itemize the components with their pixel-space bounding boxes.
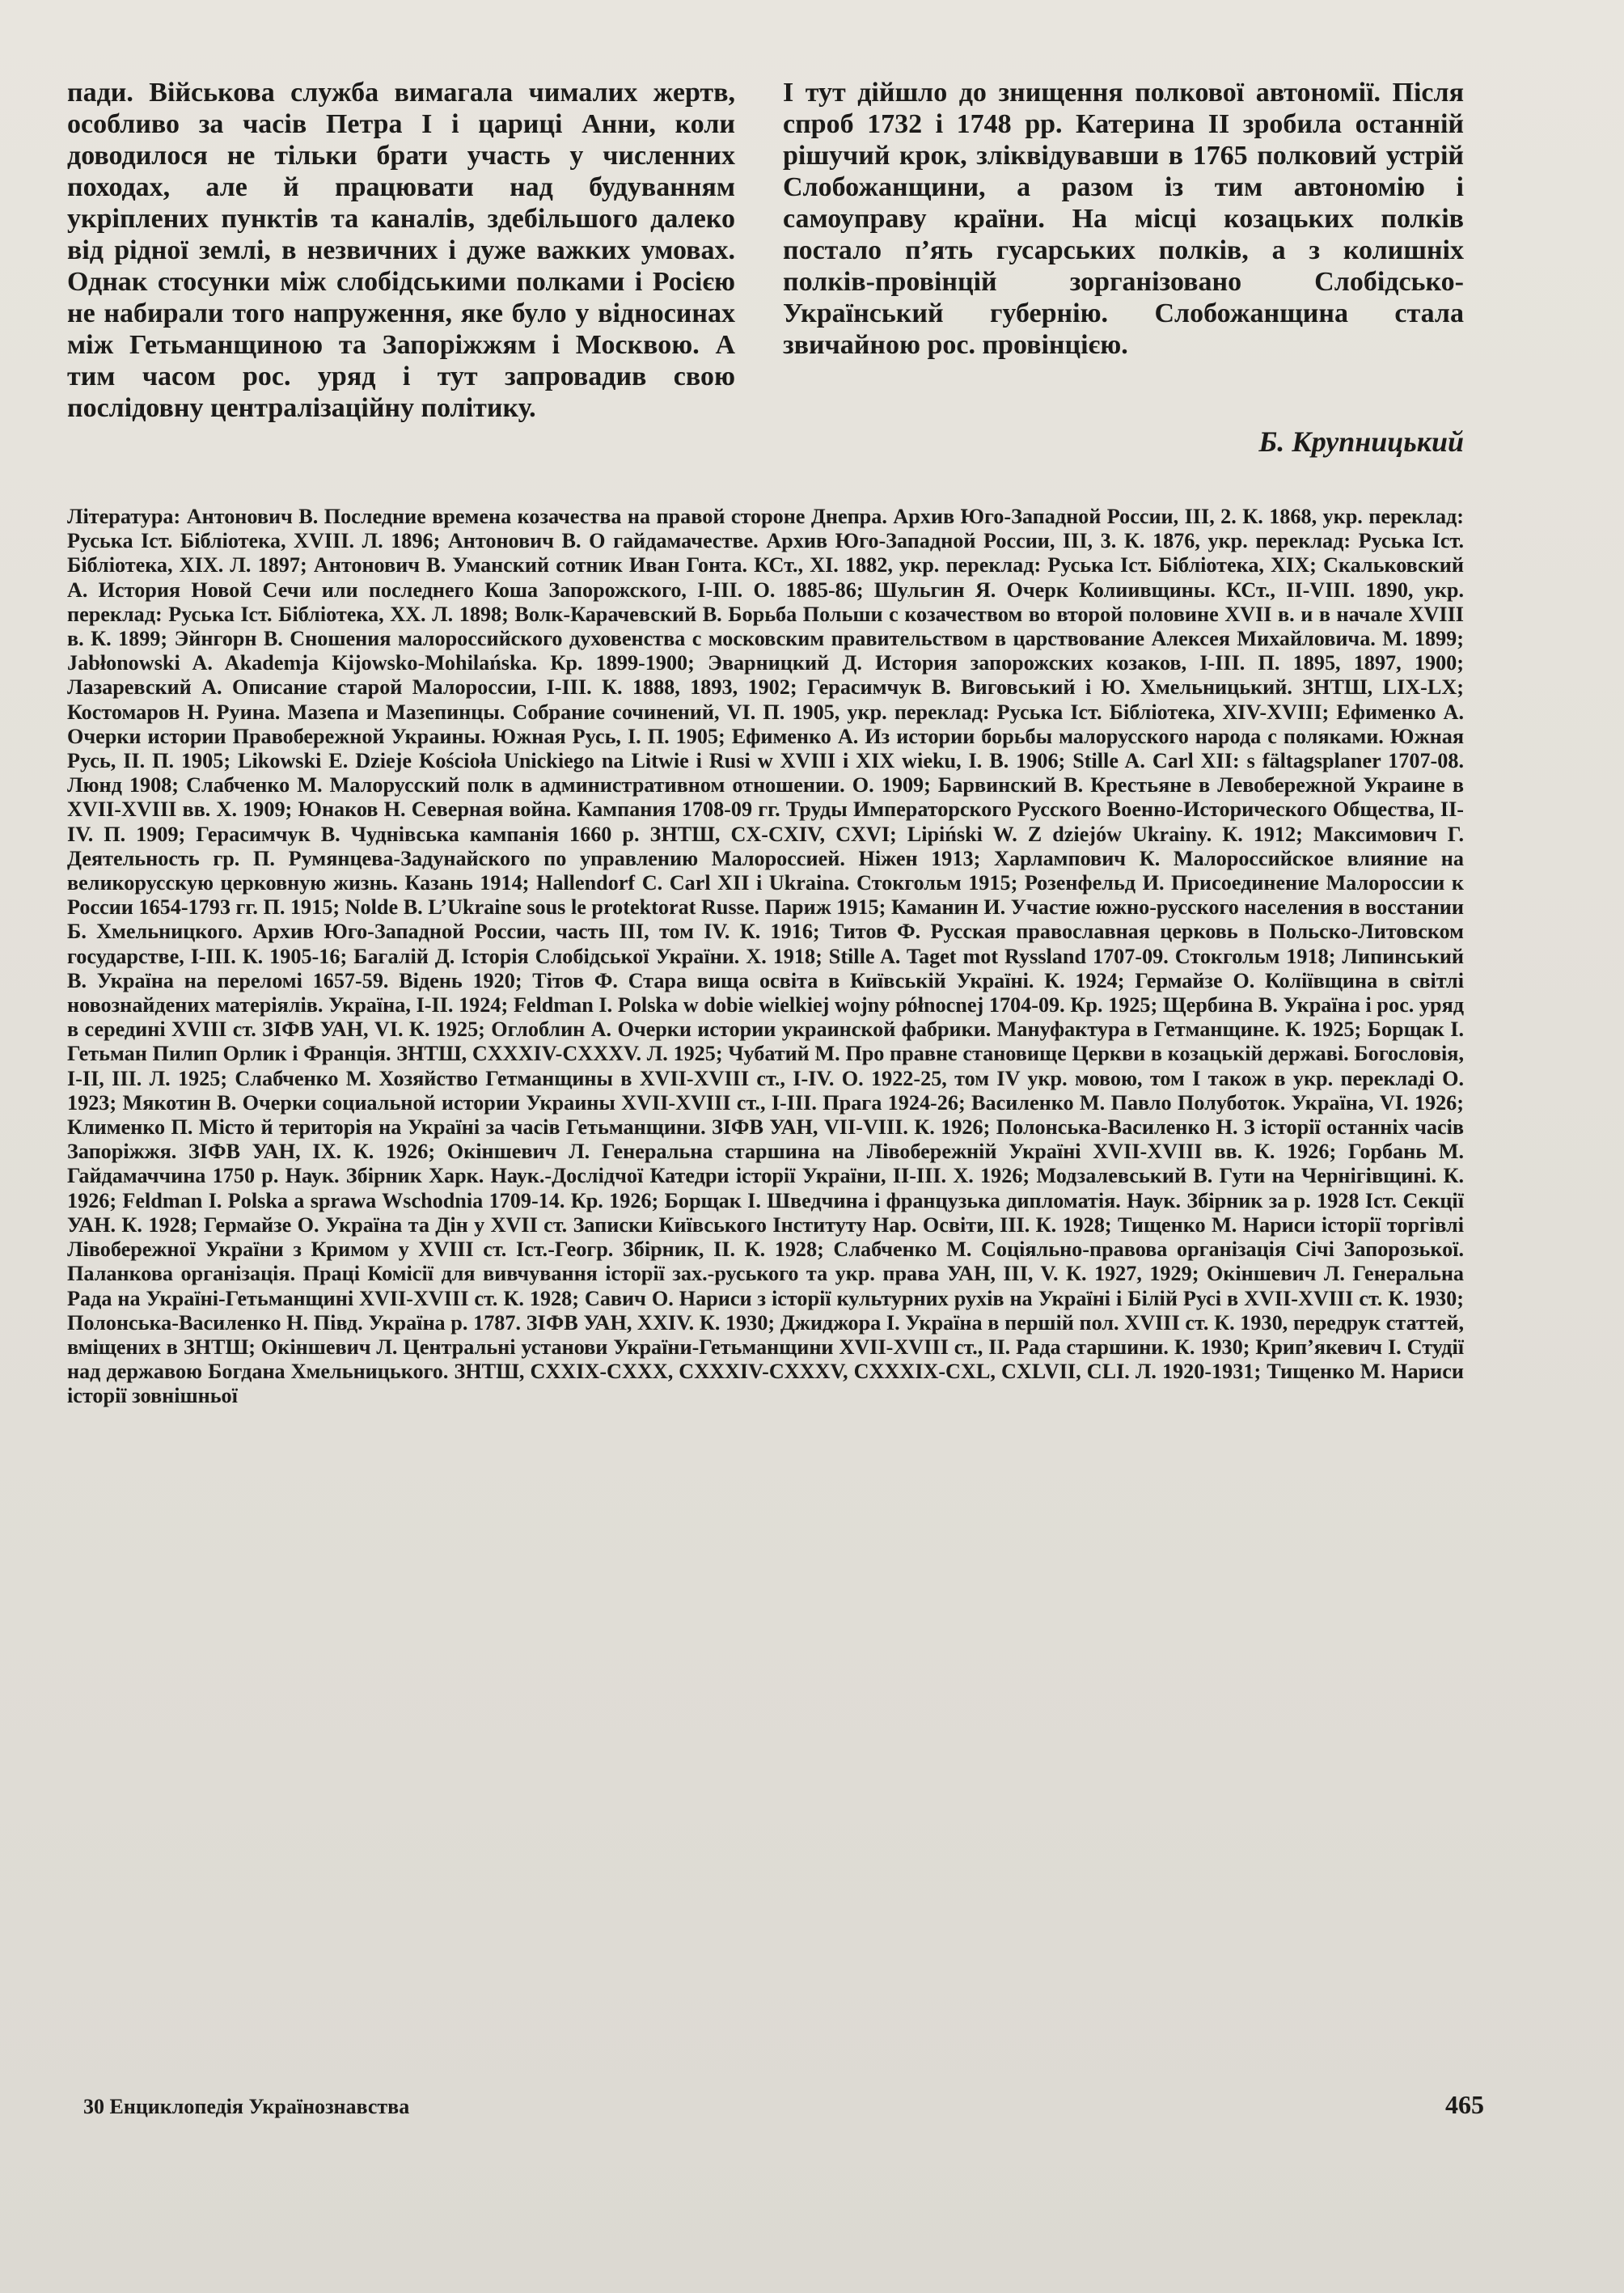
article-column-left: пади. Військова служба вимагала чималих жертв, особливо за часів Петра I і цариці Анни, коли доводилося не тільки брати участь у численних походах, але й працювати над будуванням укріплених пунктів та каналів, здебільшого далеко від рідної землі, в незвичних і дуже важких умовах. Однак стосунки між слобідськими полками і Росією не набирали того напруження, яке було у відносинах між Гетьманщиною та Запоріжжям і Москвою. А тим часом рос. уряд і тут запровадив свою послідовну централізаційну політику.	[67, 78, 735, 423]
literature-text: Антонович В. Последние времена козачества на правой стороне Днепра. Архив Юго-Западной России, III, 2. К. 1868, укр. переклад: Руська Іст. Бібліотека, XVIII. Л. 1896; Антонович В. О гайдамачестве. Архив Юго-Западной России, III, 3. К. 1876, укр. переклад: Руська Іст. Бібліотека, XIX. Л. 1897; Антонович В. Уманский сотник Иван Гонта. КСт., XI. 1882, укр. переклад: Руська Іст. Бібліотека, XIX; Скальковский А. История Новой Сечи или последнего Коша Запорожского, I-III. О. 1885-86; Шульгин Я. Очерк Колиивщины. КСт., II-VIII. 1890, укр. переклад: Руська Іст. Бібліотека, XX. Л. 1898; Волк-Карачевский В. Борьба Польши с козачеством во второй половине XVII в. и в начале XVIII в. К. 1899; Эйнгорн В. Сношения малороссийского духовенства с московским правительством в царствование Алексея Михайловича. М. 1899; Jabłonowski A. Akademja Kijowsko-Mohilańska. Кр. 1899-1900; Эварницкий Д. История запорожских козаков, I-III. П. 1895, 1897, 1900; Лазаревский А. Описание старой Малороссии, I-III. К. 1888, 1893, 1902; Герасимчук В. Виговський і Ю. Хмельницький. ЗНТШ, LIX-LX; Костомаров Н. Руина. Мазепа и Мазепинцы. Собрание сочинений, VI. П. 1905, укр. переклад: Руська Іст. Бібліотека, XIV-XVIII; Ефименко А. Очерки истории Правобережной Украины. Южная Русь, I. П. 1905; Ефименко А. Из истории борьбы малорусского народа с поляками. Южная Русь, II. П. 1905; Likowski E. Dzieje Kościoła Unickiego na Litwie i Rusi w XVIII i XIX wieku, I. В. 1906; Stille A. Carl XII: s fältagsplaner 1707-08. Люнд 1908; Слабченко М. Малорусский полк в административном отношении. О. 1909; Барвинский В. Крестьяне в Левобережной Украине в XVII-XVIII вв. Х. 1909; Юнаков Н. Северная война. Кампания 1708-09 гг. Труды Императорского Русского Военно-Исторического Общества, II-IV. П. 1909; Герасимчук В. Чуднівська кампанія 1660 р. ЗНТШ, CX-CXIV, CXVI; Lipiński W. Z dziejów Ukrainy. К. 1912; Максимович Г. Деятельность гр. П. Румянцева-Задунайского по управлению Малороссией. Ніжен 1913; Харлампович К. Малороссийское влияние на великорусскую церковную жизнь. Казань 1914; Hallendorf C. Carl XII i Ukraina. Стокгольм 1915; Розенфельд И. Присоединение Малороссии к России 1654-1793 гг. П. 1915; Nolde B. L’Ukraine sous le protektorat Russe. Париж 1915; Каманин И. Участие южно-русского населения в восстании Б. Хмельницкого. Архив Юго-Западной России, часть III, том IV. К. 1916; Титов Ф. Русская православная церковь в Польско-Литовском государстве, I-III. К. 1905-16; Багалій Д. Історія Слобідської України. Х. 1918; Stille A. Taget mot Ryssland 1707-09. Стокгольм 1918; Липинський В. Україна на переломі 1657-59. Відень 1920; Тітов Ф. Стара вища освіта в Київській Україні. К. 1924; Гермайзе О. Коліївщина в світлі новознайдених матеріялів. Україна, I-II. 1924; Feldman I. Polska w dobie wielkiej wojny północnej 1704-09. Кр. 1925; Щербина В. Україна і рос. уряд в середині XVIII ст. ЗІФВ УАН, VI. К. 1925; Оглоблин А. Очерки истории украинской фабрики. Мануфактура в Гетманщине. К. 1925; Борщак І. Гетьман Пилип Орлик і Франція. ЗНТШ, CXXXIV-CXXXV. Л. 1925; Чубатий М. Про правне становище Церкви в козацькій державі. Богословія, I-II, III. Л. 1925; Слабченко М. Хозяйство Гетманщины в XVII-XVIII ст., I-IV. О. 1922-25, том IV укр. мовою, том I також в укр. перекладі О. 1923; Мякотин В. Очерки социальной истории Украины XVII-XVIII ст., I-III. Прага 1924-26; Василенко М. Павло Полуботок. Україна, VI. 1926; Клименко П. Місто й територія на Україні за часів Гетьманщини. ЗІФВ УАН, VII-VIII. К. 1926; Полонська-Василенко Н. З історії останніх часів Запоріжжя. ЗІФВ УАН, IX. К. 1926; Окіншевич Л. Генеральна старшина на Лівобережній Україні XVII-XVIII вв. К. 1926; Горбань М. Гайдамаччина 1750 р. Наук. Збірник Харк. Наук.-Дослідчої Катедри історії України, II-III. Х. 1926; Модзалевський В. Гути на Чернігівщині. К. 1926; Feldman I. Polska a sprawa Wschodnia 1709-14. Кр. 1926; Борщак І. Шведчина і французька дипломатія. Наук. Збірник за р. 1928 Іст. Секції УАН. К. 1928; Гермайзе О. Україна та Дін у XVII ст. Записки Київського Інституту Нар. Освіти, III. К. 1928; Тищенко М. Нариси історії торгівлі Лівобережної України з Кримом у XVIII ст. Іст.-Геогр. Збірник, II. К. 1928; Слабченко М. Соціяльно-правова організація Січі Запорозької. Паланкова організація. Праці Комісії для вивчування історії зах.-руського та укр. права УАН, III, V. К. 1927, 1929; Окіншевич Л. Генеральна Рада на Україні-Гетьманщині XVII-XVIII ст. К. 1928; Савич О. Нариси з історії культурних рухів на Україні і Білій Русі в XVII-XVIII ст. К. 1930; Полонська-Василенко Н. Півд. Україна р. 1787. ЗІФВ УАН, XXIV. К. 1930; Джиджора І. Україна в першій пол. XVIII ст. К. 1930, передрук статтей, вміщених в ЗНТШ; Окіншевич Л. Центральні установи України-Гетьманщини XVII-XVIII ст., II. Рада старшини. К. 1930; Крип’якевич І. Студії над державою Богдана Хмельницького. ЗНТШ, CXXIX-CXXX, CXXXIV-CXXXV, CXXXIX-CXL, CXLVII, CLI. Л. 1920-1931; Тищенко М. Нариси історії зовнішньої	[67, 505, 1465, 1408]
article-column-right: I тут дійшло до знищення полкової автономії. Після спроб 1732 і 1748 рр. Катерина II зробила останній рішучий крок, зліквідувавши в 1765 полковий устрій Слобожанщини, а разом із тим автономію і самоуправу країни. На місці козацьких полків постало п’ять гусарських полків, а з колишніх полків-провінцій зорганізовано Слобідсько-Український губернію. Слобожанщина стала звичайною рос. провінцією.	[783, 78, 1464, 360]
page-number: 465	[1445, 2090, 1484, 2119]
author-signature: Б. Крупницький	[1258, 425, 1464, 458]
signature-mark: 30 Енциклопедія Українознавства	[83, 2095, 410, 2118]
literature-section	[67, 505, 1464, 1409]
literature-label: Література:	[67, 505, 181, 528]
